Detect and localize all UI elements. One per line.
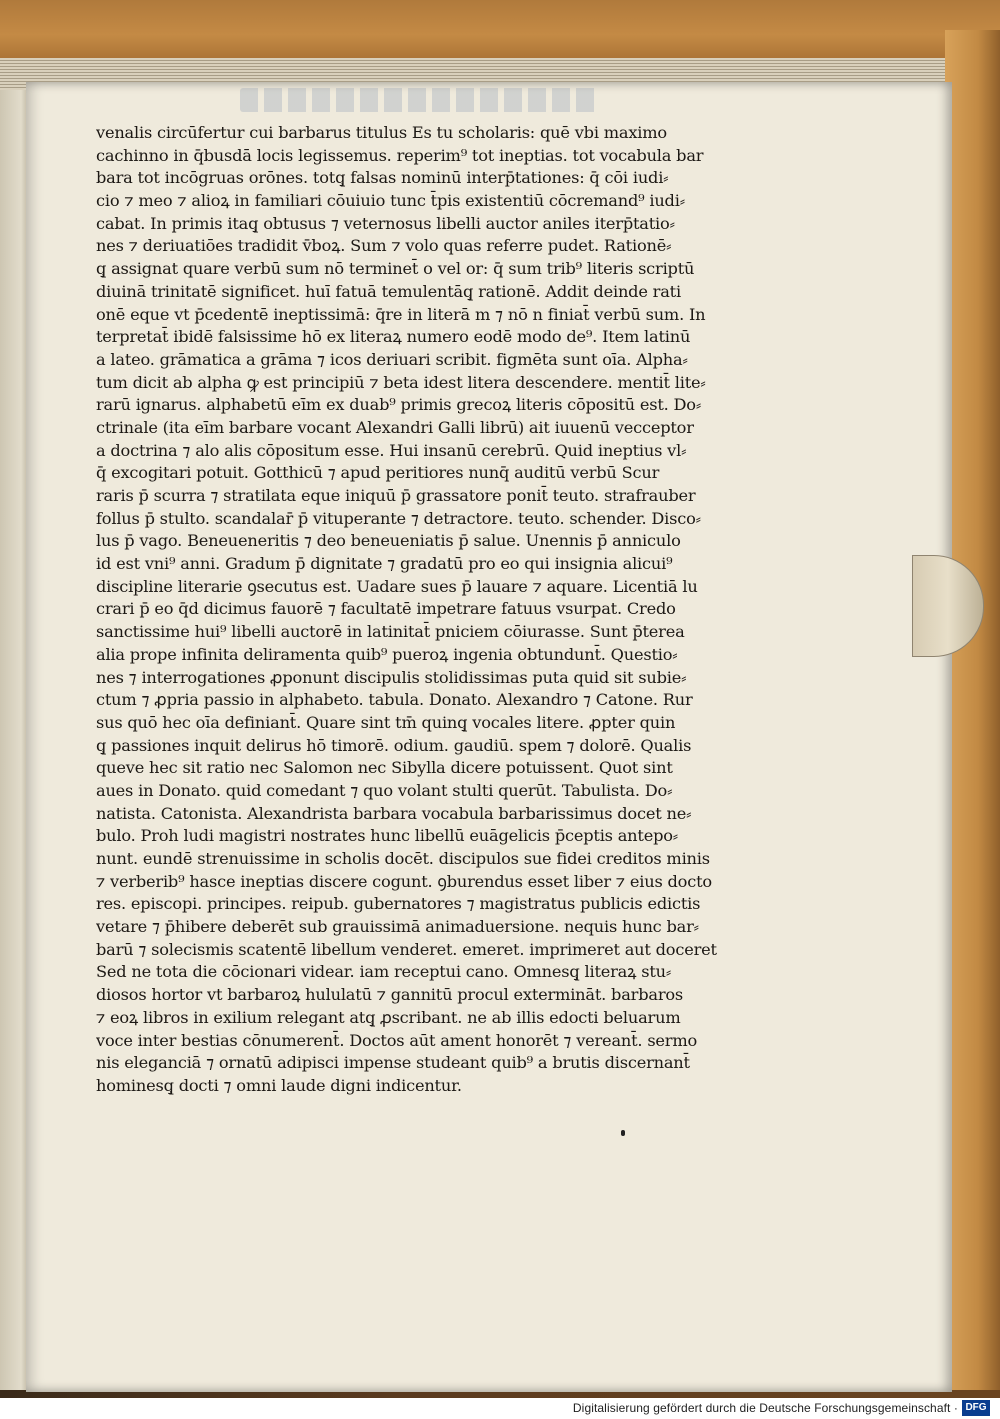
text-line: q̄ excogitari potuit. Gotthicū ⁊ apud peritiores nunq̄ auditū verbū Scur: [96, 463, 660, 483]
text-line: rarū ignarus. alphabetū eīm ex duab⁹ primis grecoꝝ literis cōpositū est. Do⸗: [96, 395, 702, 415]
dfg-logo: DFG: [962, 1400, 990, 1416]
book-cover-right: [945, 30, 1000, 1390]
text-line: venalis circūfertur cui barbarus titulus Es tu scholaris: quē vbi maximo: [96, 123, 667, 142]
ink-dot: [621, 1130, 625, 1136]
funding-note: Digitalisierung gefördert durch die Deutsche Forschungsgemeinschaft ·: [572, 1401, 958, 1415]
text-line: a doctrina ⁊ alo alis cōpositum esse. Hui insanū cerebrū. Quid ineptius vl⸗: [96, 440, 687, 460]
text-line: diosos hortor vt barbaroꝝ hululatū ⁊ gannitū procul extermināt. barbaros: [96, 985, 684, 1005]
text-line: cachinno in q̄busdā locis legissemus. reperim⁹ tot ineptias. tot vocabula bar: [96, 145, 704, 165]
text-line: bara tot incōgruas orōnes. totq̧ falsas nominū interp̄tationes: q̄ cōi iudi⸗: [96, 168, 669, 188]
text-line: terpretat̄ ibidē falsissime hō ex literaꝝ numero eodē modo de⁹. Item latinū: [96, 327, 691, 347]
text-line: vetare ⁊ p̄hibere deberēt sub grauissimā animaduersione. nequis hunc bar⸗: [96, 917, 699, 937]
text-line: tum dicit ab alpha ꝙ est principiū ⁊ beta idest litera descendere. mentit̄ lite⸗: [96, 372, 706, 392]
text-line: bulo. Proh ludi magistri nostrates hunc libellū euāgelicis p̄ceptis antepo⸗: [96, 826, 678, 846]
text-line: onē eque vt p̄cedentē ineptissimā: q̄re in literā m ⁊ nō n finiat̄ verbū sum. In: [96, 304, 706, 324]
text-line: Sed ne tota die cōcionari videar. iam receptui cano. Omnesq̧ literaꝝ stu⸗: [96, 962, 672, 982]
text-line: ⁊ eoꝝ libros in exilium relegant atq̧ ꝓscribant. ne ab illis edocti beluarum: [96, 1007, 681, 1027]
text-line: q̧ assignat quare verbū sum nō terminet̄ o vel or: q̄ sum trib⁹ literis scriptū: [96, 259, 695, 279]
text-line: ctrinale (ita eīm barbare vocant Alexandri Galli librū) ait iuuenū vecceptor: [96, 417, 694, 437]
text-line: ctum ⁊ ꝓpria passio in alphabeto. tabula. Donato. Alexandro ⁊ Catone. Rur: [96, 690, 693, 710]
text-line: q̧ passiones inquit delirus hō timorē. odium. gaudiū. spem ⁊ dolorē. Qualis: [96, 735, 692, 755]
text-line: voce inter bestias cōnumerent̄. Doctos aūt ament honorēt ⁊ vereant̄. sermo: [96, 1030, 698, 1050]
text-line: nes ⁊ interrogationes ꝓponunt discipulis stolidissimas puta quid sit subie⸗: [96, 667, 687, 687]
text-line: nes ⁊ deriuatiōes tradidit v̄boꝝ. Sum ⁊ volo quas referre pudet. Rationē⸗: [96, 236, 672, 256]
text-line: barū ⁊ solecismis scatentē libellum venderet. emeret. imprimeret aut doceret: [96, 939, 717, 959]
text-line: cabat. In primis itaq̧ obtusus ⁊ veternosus libelli auctor aniles iterp̄tatio⸗: [96, 213, 675, 233]
text-line: a lateo. grāmatica a grāma ⁊ icos deriuari scribit. figmēta sunt oīa. Alpha⸗: [96, 349, 688, 369]
text-line: diuinā trinitatē significet. huī fatuā temulentāq̧ rationē. Addit deinde rati: [96, 281, 681, 301]
incunable-text-block: [96, 122, 816, 1098]
text-line: lus p̄ vago. Beneueneritis ⁊ deo beneueniatis p̄ salue. Unennis p̄ anniculo: [96, 531, 681, 551]
text-line: follus p̄ stulto. scandalar̄ p̄ vituperante ⁊ detractore. teuto. schender. Disco⸗: [96, 508, 701, 528]
text-line: hominesq̧ docti ⁊ omni laude digni indicentur.: [96, 1075, 462, 1095]
text-line: id est vni⁹ anni. Gradum p̄ dignitate ⁊ gradatū pro eo qui insignia alicui⁹: [96, 554, 673, 574]
text-line: queve hec sit ratio nec Salomon nec Sibylla dicere potuissent. Quot sint: [96, 758, 673, 778]
text-line: aues in Donato. quid comedant ⁊ quo volant stulti querūt. Tabulista. Do⸗: [96, 780, 673, 800]
text-line: cio ⁊ meo ⁊ alioꝝ in familiari cōuiuio tunc t̄pis existentiū cōcremand⁹ iudi⸗: [96, 191, 685, 211]
text-line: discipline literarie ꝯsecutus est. Uadare sues p̄ lauare ⁊ aquare. Licentiā lu: [96, 576, 698, 596]
show-through-heading: [240, 88, 600, 112]
text-line: nunt. eundē strenuissime in scholis docēt. discipulos sue fidei creditos minis: [96, 849, 710, 868]
text-line: sus quō hec oīa definiant̄. Quare sint tm̄ quinq̧ vocales litere. ꝓpter quin: [96, 712, 676, 732]
text-line: crari p̄ eo q̄d dicimus fauorē ⁊ facultatē impetrare fatuus vsurpat. Credo: [96, 599, 676, 619]
text-line: sanctissime hui⁹ libelli auctorē in latinitat̄ pniciem cōiurasse. Sunt p̄terea: [96, 622, 685, 642]
text-line: alia prope infinita deliramenta quib⁹ pueroꝝ ingenia obtundunt̄. Questio⸗: [96, 644, 678, 664]
text-line: nis eleganciā ⁊ ornatū adipisci impense studeant quib⁹ a brutis discernant̄: [96, 1053, 690, 1073]
text-line: natista. Catonista. Alexandrista barbara vocabula barbarissimus docet ne⸗: [96, 803, 692, 823]
text-line: raris p̄ scurra ⁊ stratilata eque iniquū p̄ grassatore ponit̄ teuto. strafrauber: [96, 486, 696, 505]
text-line: ⁊ verberib⁹ hasce ineptias discere cogunt. ꝯburendus esset liber ⁊ eius docto: [96, 871, 712, 891]
text-line: res. episcopi. principes. reipub. gubernatores ⁊ magistratus publicis edictis: [96, 894, 701, 914]
